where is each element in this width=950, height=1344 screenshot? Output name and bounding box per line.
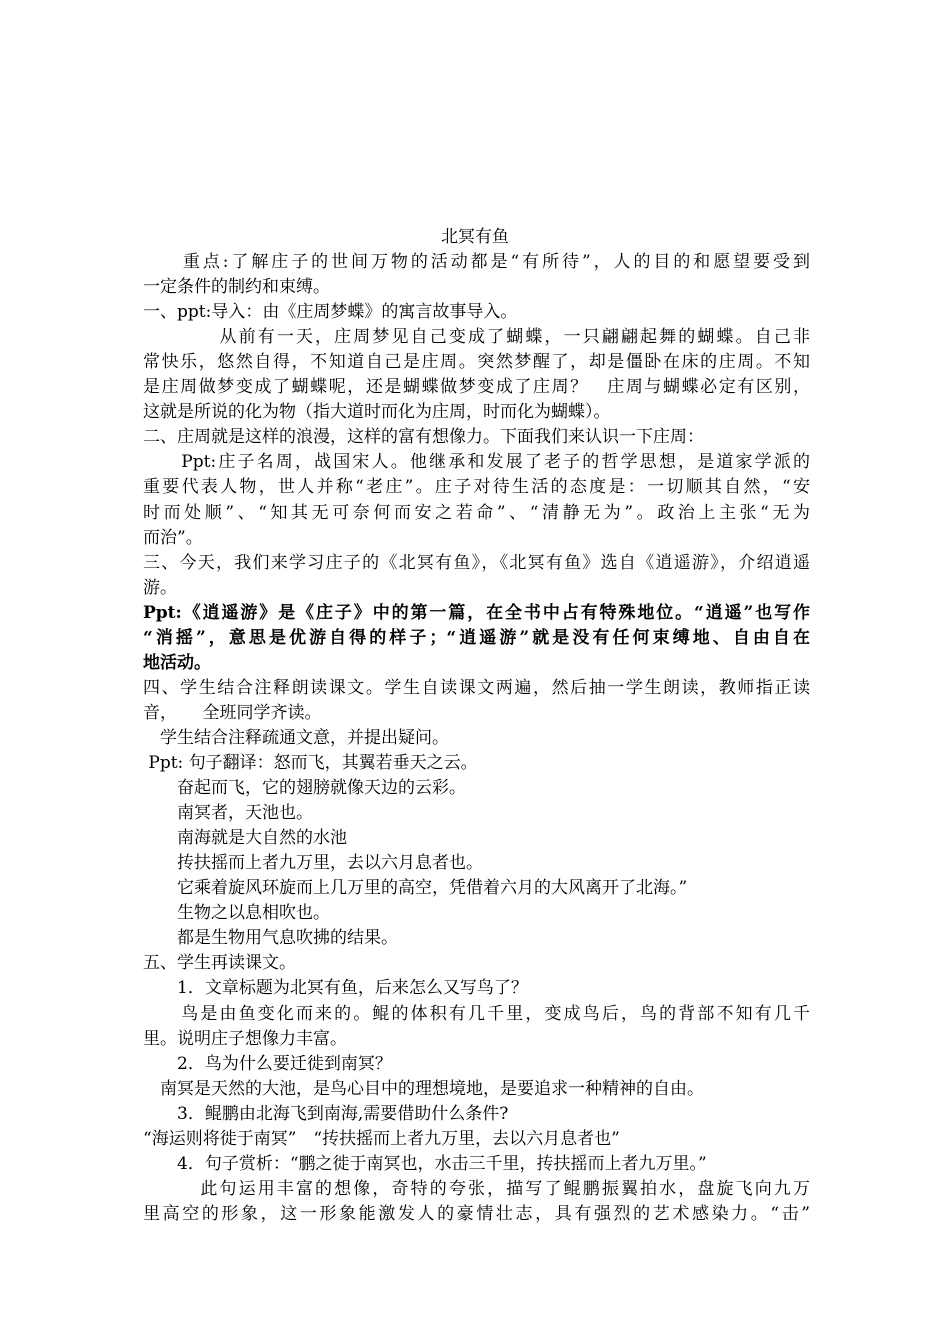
text-line: 生物之以息相吹也。 (143, 903, 330, 923)
text-line: 南冥是天然的大池，是鸟心目中的理想境地，是要追求一种精神的自由。 (143, 1079, 704, 1099)
text-line: 南海就是大自然的水池 (143, 828, 347, 848)
text-line: 一定条件的制约和束缚。 (143, 277, 330, 297)
text-line: Ppt:《逍遥游》是《庄子》中的第一篇，在全书中占有特殊地位。“逍遥”也写作 (143, 603, 810, 623)
text-line: “海运则将徙于南冥” “抟扶摇而上者九万里，去以六月息者也” (143, 1129, 620, 1149)
text-line: 鸟是由鱼变化而来的。鲲的体积有几千里，变成鸟后，鸟的背部不知有几千 (143, 1004, 810, 1024)
text-line: 里高空的形象，这一形象能激发人的豪情壮志，具有强烈的艺术感染力。“击” (143, 1204, 810, 1224)
text-line: “消摇”，意思是优游自得的样子；“逍遥游”就是没有任何束缚地、自由自在 (143, 628, 810, 648)
text-line: 4．句子赏析：“鹏之徙于南冥也，水击三千里，抟扶摇而上者九万里。” (143, 1154, 707, 1174)
text-line: 2．鸟为什么要迁徙到南冥？ (143, 1054, 392, 1074)
text-line: 时而处顺”、“知其无可奈何而安之若命”、“清静无为”。政治上主张“无为 (143, 503, 810, 523)
text-line: 三、今天，我们来学习庄子的《北冥有鱼》，《北冥有鱼》选自《逍遥游》，介绍逍遥 (143, 553, 810, 573)
text-line: 学生结合注释疏通文意，并提出疑问。 (143, 728, 449, 748)
text-line: 音， 全班同学齐读。 (143, 703, 322, 723)
text-line: 重点:了解庄子的世间万物的活动都是“有所待”，人的目的和愿望要受到 (143, 252, 810, 272)
text-line: 是庄周做梦变成了蝴蝶呢，还是蝴蝶做梦变成了庄周？ 庄周与蝴蝶必定有区别， (143, 377, 810, 397)
text-line: 它乘着旋风环旋而上几万里的高空，凭借着六月的大风离开了北海。” (143, 878, 688, 898)
text-line: 都是生物用气息吹拂的结果。 (143, 928, 398, 948)
text-line: 地活动。 (143, 653, 211, 673)
text-line: 抟扶摇而上者九万里，去以六月息者也。 (143, 853, 483, 873)
text-line: 从前有一天，庄周梦见自己变成了蝴蝶，一只翩翩起舞的蝴蝶。自己非 (143, 327, 810, 347)
text-line: Ppt:庄子名周，战国宋人。他继承和发展了老子的哲学思想，是道家学派的 (143, 452, 810, 472)
page-title: 北冥有鱼 (441, 227, 509, 247)
text-line: 3．鲲鹏由北海飞到南海,需要借助什么条件? (143, 1104, 509, 1124)
text-line: 而治”。 (143, 528, 203, 548)
text-line: 1．文章标题为北冥有鱼，后来怎么又写鸟了？ (143, 978, 528, 998)
text-line: 四、学生结合注释朗读课文。学生自读课文两遍，然后抽一学生朗读，教师指正读 (143, 678, 810, 698)
text-line: 常快乐，悠然自得，不知道自己是庄周。突然梦醒了，却是僵卧在床的庄周。不知 (143, 352, 810, 372)
text-line: 南冥者，天池也。 (143, 803, 313, 823)
text-line: 五、学生再读课文。 (143, 953, 296, 973)
text-line: 此句运用丰富的想像，奇特的夸张，描写了鲲鹏振翼拍水，盘旋飞向九万 (143, 1179, 810, 1199)
text-line: 游。 (143, 578, 177, 598)
text-line: 这就是所说的化为物（指大道时而化为庄周，时而化为蝴蝶）。 (143, 402, 611, 422)
text-line: 重要代表人物，世人并称“老庄”。庄子对待生活的态度是：一切顺其自然，“安 (143, 477, 810, 497)
text-line: Ppt: 句子翻译：怒而飞，其翼若垂天之云。 (143, 753, 478, 773)
text-line: 一、ppt:导入：由《庄周梦蝶》的寓言故事导入。 (143, 302, 518, 322)
text-line: 奋起而飞，它的翅膀就像天边的云彩。 (143, 778, 466, 798)
text-line: 二、庄周就是这样的浪漫，这样的富有想像力。下面我们来认识一下庄周： (143, 427, 704, 447)
text-line: 里。说明庄子想像力丰富。 (143, 1029, 347, 1049)
